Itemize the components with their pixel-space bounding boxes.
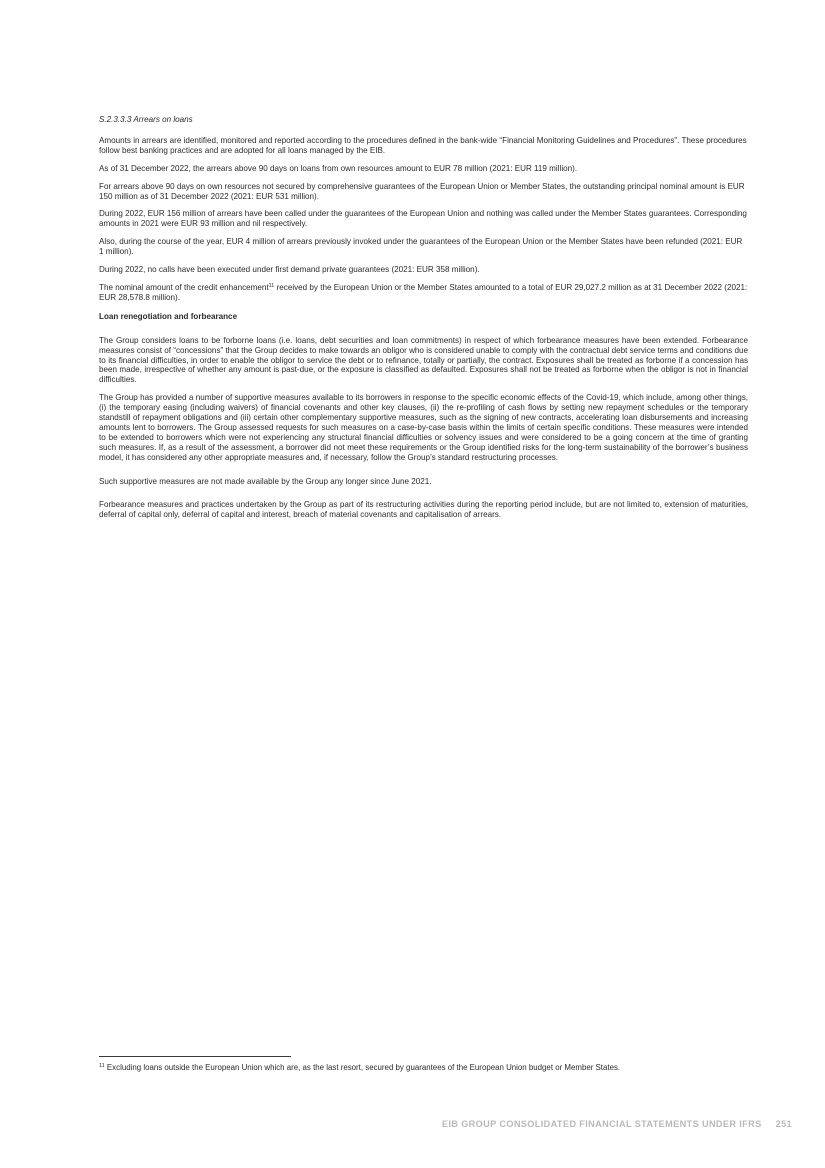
credit-text-after: received by the European Union or the Member States amounted to a total of EUR 29,027.2 million as at 31 December 2022 (2021: EUR 28,578.8 million). [99, 282, 748, 302]
forbearance-paragraph-1: The Group considers loans to be forborne loans (i.e. loans, debt securities and loan commitments) in respect of which forbearance measures have been extended. Forbearance measures consist of “concessions” that the Group decides to make towards an obligor who is considered unable to comply with the contractual debt service terms and conditions due to its financial difficulties, in order to enable the obligor to service the debt or to refinance, totally or partially, the contract. Exposures shall be treated as forborne if a concession has been made, irrespective of whether any amount is past-due, or the exposure is classified as defaulted. Exposures shall not be treated as forborne when the obligor is not in financial difficulties. [99, 335, 748, 385]
footer-title: EIB GROUP CONSOLIDATED FINANCIAL STATEMENTS UNDER IFRS [441, 1119, 762, 1129]
footnote-number: 11 [99, 1063, 105, 1069]
arrears-paragraph-6: During 2022, no calls have been executed under first demand private guarantees (2021: EUR 358 million). [99, 265, 480, 275]
section-title: S.2.3.3.3 Arrears on loans [99, 115, 193, 124]
forbearance-paragraph-4: Forbearance measures and practices undertaken by the Group as part of its restructuring activities during the reporting period include, but are not limited to, extension of maturities, deferral of capital only, deferral of capital and interest, breach of material covenants and capitalisation of arrears. [99, 500, 748, 520]
page-content [99, 115, 748, 528]
renegotiation-heading: Loan renegotiation and forbearance [99, 311, 238, 321]
page-number: 251 [775, 1119, 792, 1129]
arrears-paragraph-4: During 2022, EUR 156 million of arrears have been called under the guarantees of the European Union and nothing was called under the Member States guarantees. Corresponding amounts in 2021 were EUR 93 million and nil respectively. [99, 209, 747, 229]
arrears-paragraph-1: Amounts in arrears are identified, monitored and reported according to the procedures defined in the bank-wide “Financial Monitoring Guidelines and Procedures”. These procedures follow best banking practices and are adopted for all loans managed by the EIB. [99, 135, 747, 155]
footnote-divider [99, 1056, 291, 1057]
arrears-paragraph-3: For arrears above 90 days on own resources not secured by comprehensive guarantees of the European Union or Member States, the outstanding principal nominal amount is EUR 150 million as of 31 December 2022 (2021: EUR 531 million). [99, 181, 745, 201]
arrears-paragraph-2: As of 31 December 2022, the arrears above 90 days on loans from own resources amount to EUR 78 million (2021: EUR 119 million). [99, 163, 578, 173]
page-footer [442, 1119, 792, 1129]
credit-enhancement-paragraph [99, 283, 748, 303]
arrears-paragraph-5: Also, during the course of the year, EUR 4 million of arrears previously invoked under the guarantees of the European Union or the Member States have been refunded (2021: EUR 1 million). [99, 237, 743, 257]
footnote-text: Excluding loans outside the European Union which are, as the last resort, secured by guarantees of the European Union budget or Member States. [104, 1063, 621, 1072]
forbearance-paragraph-2: The Group has provided a number of supportive measures available to its borrowers in response to the specific economic effects of the Covid-19, which include, among other things, (i) the temporary easing (including waivers) of financial covenants and other key clauses, (ii) the re-profiling of cash flows by setting new repayment schedules or the temporary standstill of repayment obligations and (iii) certain other complementary supportive measures, such as the signing of new contracts, accelerating loan disbursements and increasing amounts lent to borrowers. The Group assessed requests for such measures on a case-by-case basis within the limits of certain specific conditions. These measures were intended to be extended to borrowers which were not experiencing any structural financial difficulties or solvency issues and were considered to be a going concern at the time of granting such measures. If, as a result of the assessment, a borrower did not meet these requirements or the Group identified risks for the long-term sustainability of the borrower’s business model, it has considered any other appropriate measures and, if necessary, follow the Group’s standard restructuring processes. [99, 393, 748, 462]
forbearance-paragraph-3: Such supportive measures are not made available by the Group any longer since June 2021. [99, 476, 432, 486]
credit-text-before: The nominal amount of the credit enhancement [99, 282, 269, 292]
footnote [99, 1063, 759, 1073]
footnote-reference[interactable]: 11 [268, 282, 275, 289]
